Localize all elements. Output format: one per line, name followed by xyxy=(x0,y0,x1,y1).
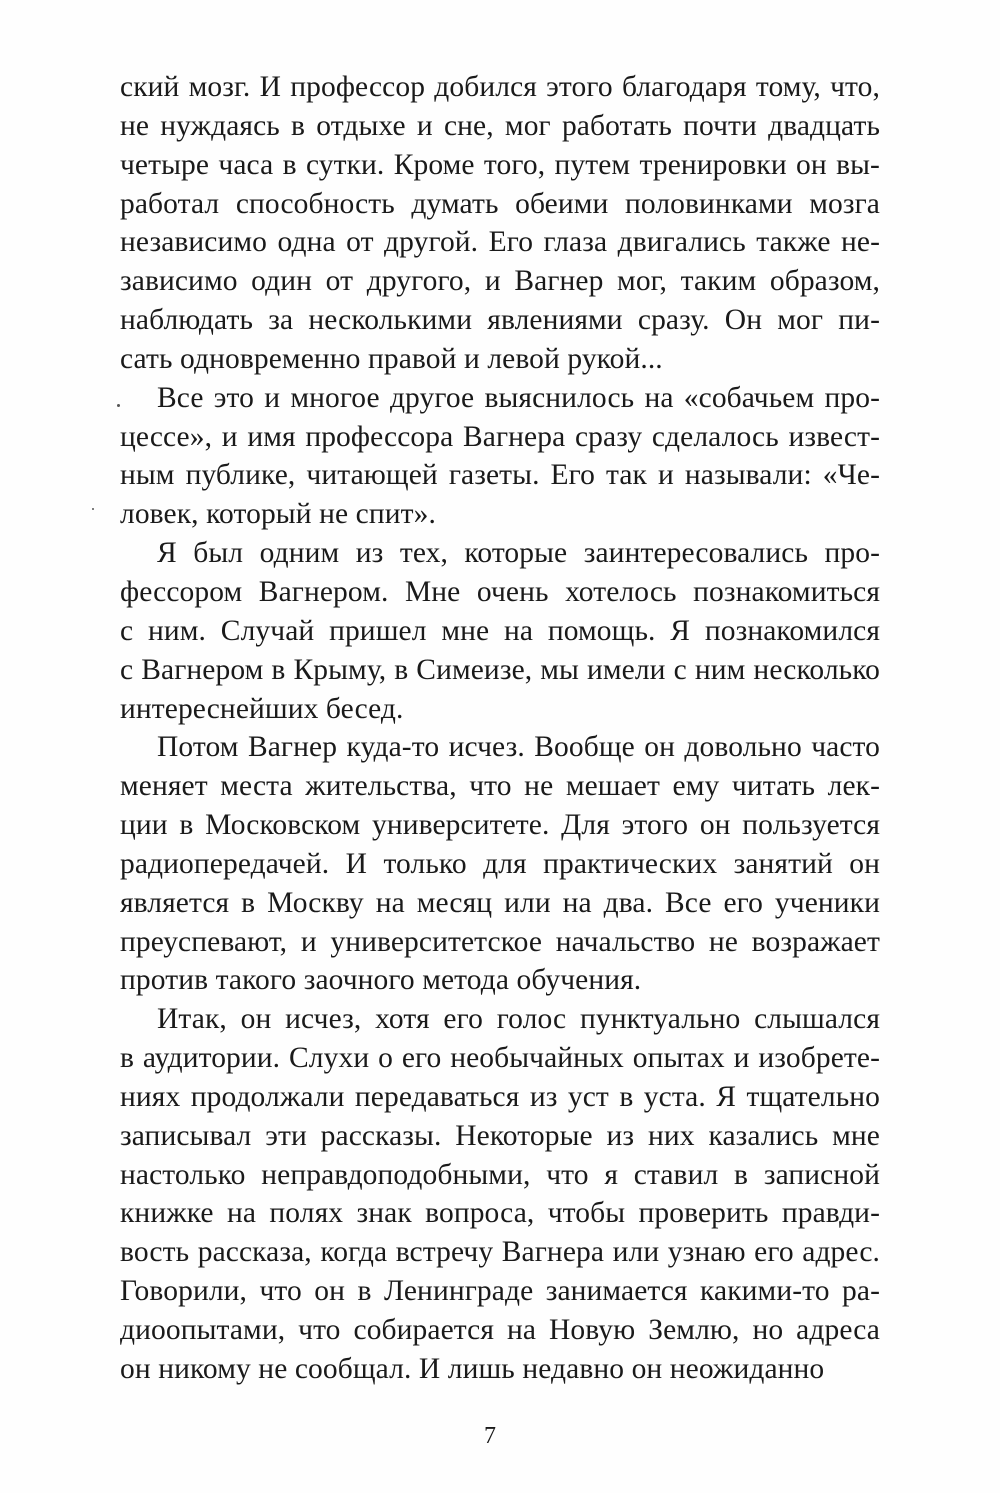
text-line: работал способность думать обеими половинками мозга xyxy=(120,187,880,220)
text-line: преуспевают, и университетское начальство не возражает xyxy=(120,925,880,958)
text-line: сать одновременно правой и левой рукой... xyxy=(120,342,663,375)
text-line: Потом Вагнер куда-то исчез. Вообще он довольно часто xyxy=(157,731,880,764)
text-line: зависимо один от другого, и Вагнер мог, таким образом, xyxy=(120,265,880,298)
paragraph xyxy=(120,68,880,379)
paragraph xyxy=(120,534,880,728)
text-line: он никому не сообщал. И лишь недавно он неожиданно xyxy=(120,1352,825,1385)
print-speck xyxy=(92,508,94,510)
text-line: записывал эти рассказы. Некоторые из них казались мне xyxy=(120,1119,880,1152)
text-line: диоопытами, что собирается на Новую Землю, но адреса xyxy=(120,1314,880,1346)
page-number: 7 xyxy=(484,1423,496,1449)
text-line: интереснейших бесед. xyxy=(120,692,404,725)
text-line: ным публике, читающей газеты. Его так и называли: «Че- xyxy=(120,459,880,492)
text-line: наблюдать за несколькими явлениями сразу. Он мог пи- xyxy=(120,304,880,337)
text-line: с ним. Случай пришел мне на помощь. Я познакомился xyxy=(120,614,880,647)
text-line: Говорили, что он в Ленинграде занимается какими-то ра- xyxy=(120,1275,880,1308)
text-line: Итак, он исчез, хотя его голос пунктуально слышался xyxy=(157,1003,880,1036)
text-line: цессе», и имя профессора Вагнера сразу сделалось извест- xyxy=(120,420,880,453)
text-line: четыре часа в сутки. Кроме того, путем тренировки он вы- xyxy=(120,148,880,181)
text-line: Все это и многое другое выяснилось на «собачьем про- xyxy=(157,381,880,414)
text-line: ский мозг. И профессор добился этого благодаря тому, что, xyxy=(120,71,880,103)
paragraph xyxy=(120,379,880,534)
paragraph xyxy=(120,1000,880,1388)
text-line: ловек, который не спит». xyxy=(120,498,436,531)
text-line: с Вагнером в Крыму, в Симеизе, мы имели с ним несколько xyxy=(120,653,880,686)
paragraph xyxy=(120,728,880,1000)
text-line: не нуждаясь в отдыхе и сне, мог работать почти двадцать xyxy=(120,109,880,142)
text-line: ции в Московском университете. Для этого он пользуется xyxy=(120,809,880,842)
text-line: Я был одним из тех, которые заинтересовались про- xyxy=(157,537,880,570)
text-line: радиопередачей. И только для практических занятий он xyxy=(120,847,880,880)
text-line: книжке на полях знак вопроса, чтобы проверить правди- xyxy=(120,1197,880,1230)
text-line: фессором Вагнером. Мне очень хотелось познакомиться xyxy=(120,575,880,608)
text-line: ниях продолжали передаваться из уст в уста. Я тщательно xyxy=(120,1080,880,1113)
body-text xyxy=(120,68,880,1389)
text-line: настолько неправдоподобными, что я ставил в записной xyxy=(120,1158,880,1191)
text-line: вость рассказа, когда встречу Вагнера или узнаю его адрес. xyxy=(120,1236,880,1269)
text-line: независимо одна от другой. Его глаза двигались также не- xyxy=(120,226,880,259)
text-line: в аудитории. Слухи о его необычайных опытах и изобрете- xyxy=(120,1042,880,1075)
text-line: является в Москву на месяц или на два. Все его ученики xyxy=(120,886,880,919)
text-line: против такого заочного метода обучения. xyxy=(120,964,642,997)
text-line: меняет места жительства, что не мешает ему читать лек- xyxy=(120,770,880,803)
